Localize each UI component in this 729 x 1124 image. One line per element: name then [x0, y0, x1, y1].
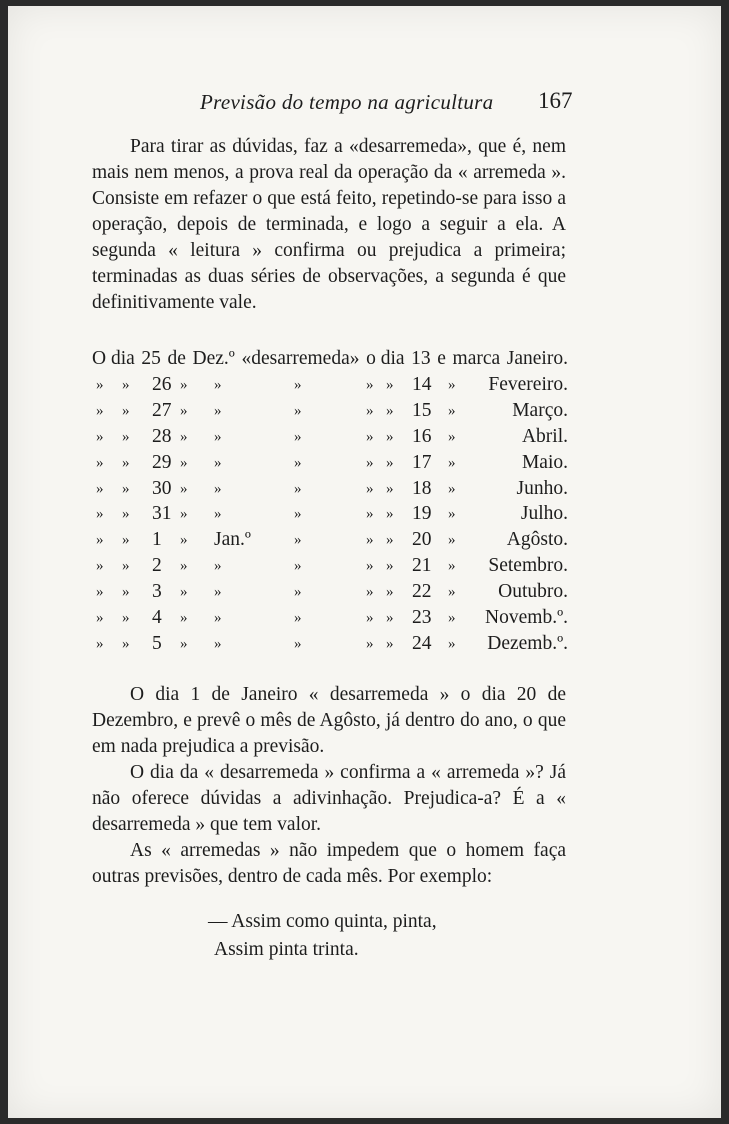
- row-result-month: Outubro.: [498, 581, 568, 603]
- ditto-mark: »: [366, 454, 374, 471]
- ditto-mark: »: [180, 610, 188, 627]
- ditto-mark: »: [366, 402, 374, 419]
- paragraph-1: Para tirar as dúvidas, faz a «desarremeda», que é, nem mais nem menos, a prova real da operação da « arremeda ». Consiste em refazer o que está feito, repetindo-se para isso a operação, depois de terminada, e logo a seguir a ela. A segunda « leitura » confirma ou prejudica a primeira; terminadas as duas séries de observações, a segunda é que definitivamente vale.: [92, 136, 566, 313]
- ditto-mark: »: [96, 584, 104, 601]
- ditto-mark: »: [122, 635, 130, 652]
- table-row: [92, 450, 568, 476]
- running-title: Previsão do tempo na agricultura: [200, 90, 494, 114]
- row-month: »: [214, 428, 222, 445]
- table-text: de: [167, 348, 186, 369]
- ditto-mark: »: [366, 506, 374, 523]
- ditto-mark: »: [122, 532, 130, 549]
- running-header: [8, 90, 721, 120]
- ditto-mark: »: [122, 558, 130, 575]
- paragraph-3: O dia da « desarremeda » confirma a « arremeda »? Já não oferece dúvidas a adivinhação. Prejudica-a? É a « desarremeda » que tem valor.: [92, 762, 566, 835]
- row-month: »: [214, 584, 222, 601]
- table-text: 25: [141, 348, 161, 369]
- row-month: Jan.º: [214, 529, 251, 551]
- row-result-month: Março.: [512, 399, 568, 421]
- ditto-mark: »: [448, 532, 456, 549]
- ditto-mark: »: [180, 635, 188, 652]
- row-month: »: [214, 454, 222, 471]
- ditto-mark: »: [448, 454, 456, 471]
- ditto-mark: »: [122, 480, 130, 497]
- date-table: [92, 346, 568, 657]
- row-day: 28: [152, 425, 172, 447]
- ditto-mark: »: [386, 402, 394, 419]
- ditto-mark: »: [294, 635, 302, 652]
- row-target-day: 22: [412, 581, 432, 603]
- ditto-mark: »: [448, 480, 456, 497]
- table-row: [92, 501, 568, 527]
- ditto-mark: »: [96, 506, 104, 523]
- page-number: 167: [538, 88, 573, 113]
- row-result-month: Abril.: [521, 425, 568, 447]
- ditto-mark: »: [294, 480, 302, 497]
- ditto-mark: »: [180, 480, 188, 497]
- ditto-mark: »: [386, 584, 394, 601]
- row-target-day: 23: [412, 607, 432, 629]
- ditto-mark: »: [96, 558, 104, 575]
- table-text: marca: [452, 348, 501, 369]
- ditto-mark: »: [96, 635, 104, 652]
- row-target-day: 15: [412, 399, 432, 421]
- row-month: »: [214, 377, 222, 393]
- ditto-mark: »: [180, 402, 188, 419]
- row-day: 4: [152, 607, 162, 629]
- ditto-mark: »: [294, 610, 302, 627]
- table-rows: [92, 372, 568, 657]
- table-row: [92, 527, 568, 553]
- ditto-mark: »: [386, 480, 394, 497]
- ditto-mark: »: [386, 454, 394, 471]
- ditto-mark: »: [96, 402, 104, 419]
- row-month: »: [214, 402, 222, 419]
- row-day: 29: [152, 451, 172, 473]
- row-month: »: [214, 610, 222, 627]
- ditto-mark: »: [386, 532, 394, 549]
- row-target-day: 18: [412, 477, 432, 499]
- ditto-mark: »: [294, 402, 302, 419]
- ditto-mark: »: [448, 584, 456, 601]
- row-target-day: 14: [412, 374, 432, 395]
- ditto-mark: »: [122, 402, 130, 419]
- table-text: Janeiro.: [506, 348, 568, 369]
- row-day: 3: [152, 581, 162, 603]
- table-row: [92, 605, 568, 631]
- ditto-mark: »: [122, 506, 130, 523]
- table-row: [92, 398, 568, 424]
- ditto-mark: »: [448, 610, 456, 627]
- verse-line-2: Assim pinta trinta.: [214, 939, 359, 960]
- ditto-mark: »: [448, 428, 456, 445]
- row-target-day: 24: [412, 632, 432, 654]
- ditto-mark: »: [96, 377, 104, 393]
- ditto-mark: »: [96, 480, 104, 497]
- ditto-mark: »: [386, 506, 394, 523]
- ditto-mark: »: [180, 428, 188, 445]
- ditto-mark: »: [294, 558, 302, 575]
- row-result-month: Setembro.: [488, 555, 568, 577]
- row-month: »: [214, 635, 222, 652]
- verse-line-1: — Assim como quinta, pinta,: [208, 911, 437, 932]
- ditto-mark: »: [294, 532, 302, 549]
- ditto-mark: »: [122, 454, 130, 471]
- ditto-mark: »: [294, 428, 302, 445]
- ditto-mark: »: [180, 584, 188, 601]
- ditto-mark: »: [180, 558, 188, 575]
- ditto-mark: »: [366, 558, 374, 575]
- row-target-day: 19: [412, 503, 432, 525]
- paragraph-2: O dia 1 de Janeiro « desarremeda » o dia 20 de Dezembro, e prevê o mês de Agôsto, já dentro do ano, o que em nada prejudica a previsão.: [92, 684, 566, 757]
- table-row: [92, 372, 568, 398]
- ditto-mark: »: [448, 506, 456, 523]
- ditto-mark: »: [386, 428, 394, 445]
- ditto-mark: »: [366, 480, 374, 497]
- row-target-day: 16: [412, 425, 432, 447]
- ditto-mark: »: [294, 377, 302, 393]
- ditto-mark: »: [448, 558, 456, 575]
- row-month: »: [214, 480, 222, 497]
- table-text: O dia: [92, 348, 135, 369]
- table-row: [92, 553, 568, 579]
- row-result-month: Fevereiro.: [488, 374, 568, 395]
- table-first-line: [92, 346, 568, 372]
- book-page: [8, 6, 721, 1118]
- row-day: 27: [152, 399, 172, 421]
- row-day: 26: [152, 374, 172, 395]
- table-text: «desarremeda»: [241, 348, 360, 369]
- table-row: [92, 579, 568, 605]
- ditto-mark: »: [294, 584, 302, 601]
- ditto-mark: »: [294, 506, 302, 523]
- row-target-day: 17: [412, 451, 432, 473]
- ditto-mark: »: [180, 377, 188, 393]
- ditto-mark: »: [386, 377, 394, 393]
- ditto-mark: »: [122, 584, 130, 601]
- ditto-mark: »: [96, 532, 104, 549]
- ditto-mark: »: [386, 635, 394, 652]
- ditto-mark: »: [294, 454, 302, 471]
- table-text: 13: [411, 348, 431, 369]
- ditto-mark: »: [96, 428, 104, 445]
- table-text: Dez.º: [192, 348, 235, 369]
- row-result-month: Dezemb.º.: [487, 632, 568, 654]
- ditto-mark: »: [180, 532, 188, 549]
- row-day: 30: [152, 477, 172, 499]
- table-text: e: [437, 348, 446, 369]
- ditto-mark: »: [448, 635, 456, 652]
- ditto-mark: »: [122, 610, 130, 627]
- ditto-mark: »: [366, 532, 374, 549]
- ditto-mark: »: [448, 377, 456, 393]
- row-target-day: 21: [412, 555, 432, 577]
- ditto-mark: »: [366, 610, 374, 627]
- ditto-mark: »: [366, 428, 374, 445]
- row-result-month: Novemb.º.: [485, 607, 568, 629]
- ditto-mark: »: [386, 610, 394, 627]
- row-day: 1: [152, 529, 162, 551]
- row-result-month: Maio.: [521, 451, 568, 473]
- verse: [208, 908, 437, 964]
- row-result-month: Agôsto.: [506, 529, 568, 551]
- ditto-mark: »: [180, 454, 188, 471]
- row-day: 2: [152, 555, 162, 577]
- ditto-mark: »: [366, 584, 374, 601]
- ditto-mark: »: [96, 610, 104, 627]
- table-text: o dia: [366, 348, 405, 369]
- ditto-mark: »: [366, 377, 374, 393]
- ditto-mark: »: [122, 377, 130, 393]
- ditto-mark: »: [122, 428, 130, 445]
- row-target-day: 20: [412, 529, 432, 551]
- row-month: »: [214, 506, 222, 523]
- ditto-mark: »: [366, 635, 374, 652]
- row-month: »: [214, 558, 222, 575]
- row-day: 5: [152, 632, 162, 654]
- row-day: 31: [152, 503, 172, 525]
- table-row: [92, 476, 568, 502]
- table-row: [92, 424, 568, 450]
- row-result-month: Junho.: [516, 477, 568, 499]
- ditto-mark: »: [96, 454, 104, 471]
- row-result-month: Julho.: [520, 503, 568, 525]
- paragraph-4: As « arremedas » não impedem que o homem faça outras previsões, dentro de cada mês. Por exemplo:: [92, 840, 566, 887]
- ditto-mark: »: [448, 402, 456, 419]
- ditto-mark: »: [180, 506, 188, 523]
- ditto-mark: »: [386, 558, 394, 575]
- table-row: [92, 631, 568, 657]
